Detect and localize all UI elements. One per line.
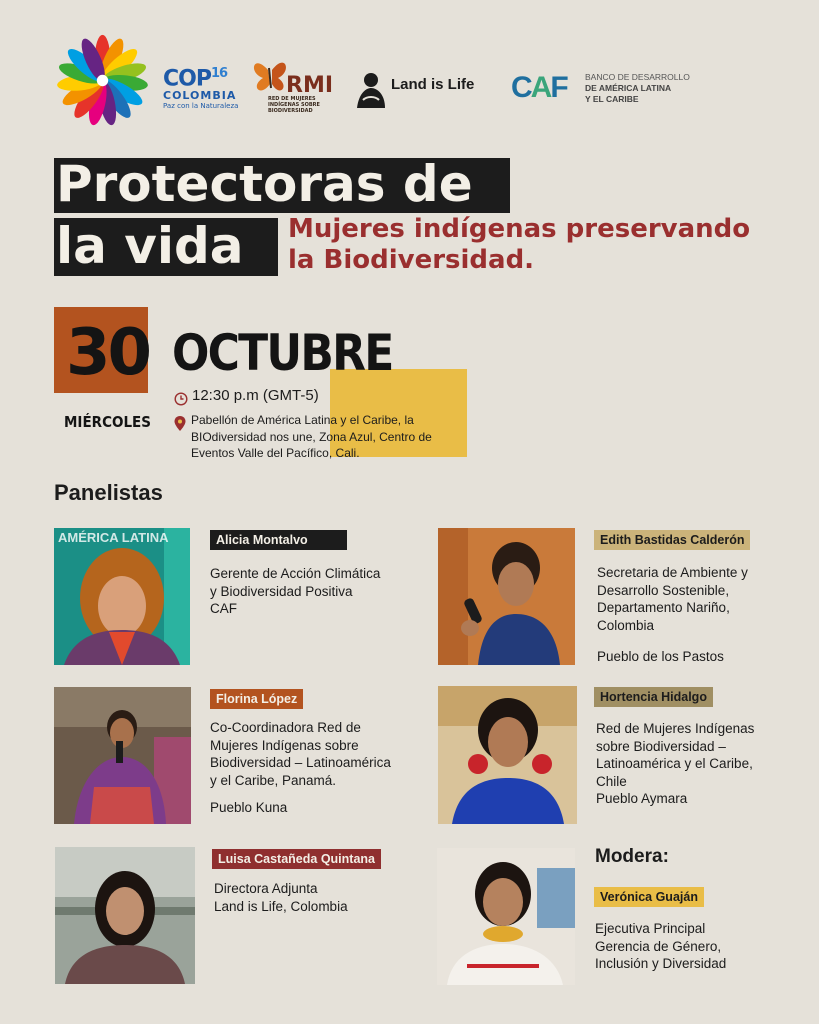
caf-line: DE AMÉRICA LATINA — [585, 83, 672, 93]
panelist-name-luisa: Luisa Castañeda Quintana — [212, 849, 381, 869]
panelist-photo-alicia — [54, 528, 190, 665]
event-day: 30 — [66, 316, 150, 390]
role-line: Pueblo Aymara — [596, 791, 688, 806]
cop16-logo-text — [163, 63, 238, 111]
role-line: y el Caribe, Panamá. — [210, 772, 337, 788]
clock-icon — [174, 391, 188, 405]
panelist-name-florina: Florina López — [210, 689, 303, 709]
role-line: Co-Coordinadora Red de — [210, 720, 361, 735]
role-line: Secretaria de Ambiente y — [597, 565, 748, 580]
role-line: Colombia — [597, 617, 655, 633]
event-title-line1: Protectoras de — [56, 155, 473, 213]
panelist-role-edith — [597, 564, 748, 634]
role-line: Latinoamérica y el Caribe, — [596, 756, 753, 771]
role-line: Chile — [596, 773, 627, 789]
panelist-role-alicia — [210, 565, 380, 618]
panelist-photo-edith — [438, 528, 575, 665]
panelists-heading: Panelistas — [54, 480, 163, 505]
cop-country: COLOMBIA — [163, 89, 237, 103]
panelist-name-alicia: Alicia Montalvo — [210, 530, 347, 550]
role-line: Gerencia de Género, — [595, 938, 722, 954]
event-subtitle — [288, 214, 778, 276]
panelist-role-luisa — [214, 880, 348, 915]
caf-logo: CAF — [511, 71, 567, 104]
cop-tagline: Paz con la Naturaleza — [163, 102, 239, 111]
caf-line: Y EL CARIBE — [585, 94, 639, 104]
panelist-role-florina — [210, 719, 391, 789]
role-line: Red de Mujeres Indígenas — [596, 721, 755, 736]
venue-line: BIOdiversidad nos une, Zona Azul, Centro de — [191, 429, 432, 444]
role-line: Inclusión y Diversidad — [595, 956, 727, 971]
event-weekday: MIÉRCOLES — [64, 413, 152, 431]
svg-text:RMI: RMI — [286, 73, 334, 98]
role-line: CAF — [210, 601, 237, 616]
panelist-name-edith: Edith Bastidas Calderón — [594, 530, 750, 550]
panelist-name-hortencia: Hortencia Hidalgo — [594, 687, 713, 707]
moderator-name-veronica: Verónica Guaján — [594, 887, 704, 907]
panelist-people-florina: Pueblo Kuna — [210, 800, 288, 815]
panelist-photo-hortencia — [438, 686, 577, 824]
cop16-flower-logo — [55, 33, 150, 128]
moderator-role-veronica — [595, 920, 726, 973]
caf-logo-caption — [585, 72, 690, 105]
subtitle-line: Mujeres indígenas preservando — [288, 214, 751, 244]
event-venue — [191, 412, 471, 462]
panelist-people-edith: Pueblo de los Pastos — [597, 649, 724, 664]
moderator-photo-veronica — [437, 848, 575, 985]
subtitle-line: la Biodiversidad. — [288, 245, 535, 275]
role-line: Directora Adjunta — [214, 881, 318, 896]
event-time: 12:30 p.m (GMT-5) — [192, 387, 319, 404]
role-line: Desarrollo Sostenible, — [597, 582, 730, 598]
role-line: Ejecutiva Principal — [595, 921, 706, 936]
event-month: OCTUBRE — [172, 324, 393, 382]
event-title-line2: la vida — [56, 217, 244, 275]
role-line: Land is Life, Colombia — [214, 898, 348, 914]
photo-caption: AMÉRICA LATINA — [58, 530, 169, 545]
panelist-photo-luisa — [55, 847, 195, 984]
land-is-life-icon — [353, 70, 389, 110]
role-line: Departamento Nariño, — [597, 600, 730, 615]
rmi-logo-caption: RED DE MUJERES INDÍGENAS SOBRE BIODIVERSIDAD — [268, 96, 320, 114]
panelist-role-hortencia — [596, 720, 754, 808]
venue-line: Pabellón de América Latina y el Caribe, la — [191, 413, 414, 427]
caf-line: BANCO DE DESARROLLO — [585, 72, 690, 82]
role-line: sobre Biodiversidad – — [596, 738, 726, 754]
location-pin-icon — [174, 416, 186, 431]
venue-line: Eventos Valle del Pacífico, Cali. — [191, 446, 360, 460]
land-is-life-logo-text: Land is Life — [391, 76, 475, 93]
moderator-heading: Modera: — [595, 846, 669, 867]
cop-label: COP$^{16}$ — [163, 66, 228, 92]
panelist-photo-florina — [54, 687, 191, 824]
role-line: y Biodiversidad Positiva — [210, 583, 353, 599]
role-line: Gerente de Acción Climática — [210, 566, 381, 581]
role-line: Biodiversidad – Latinoamérica — [210, 755, 391, 770]
role-line: Mujeres Indígenas sobre — [210, 737, 359, 753]
